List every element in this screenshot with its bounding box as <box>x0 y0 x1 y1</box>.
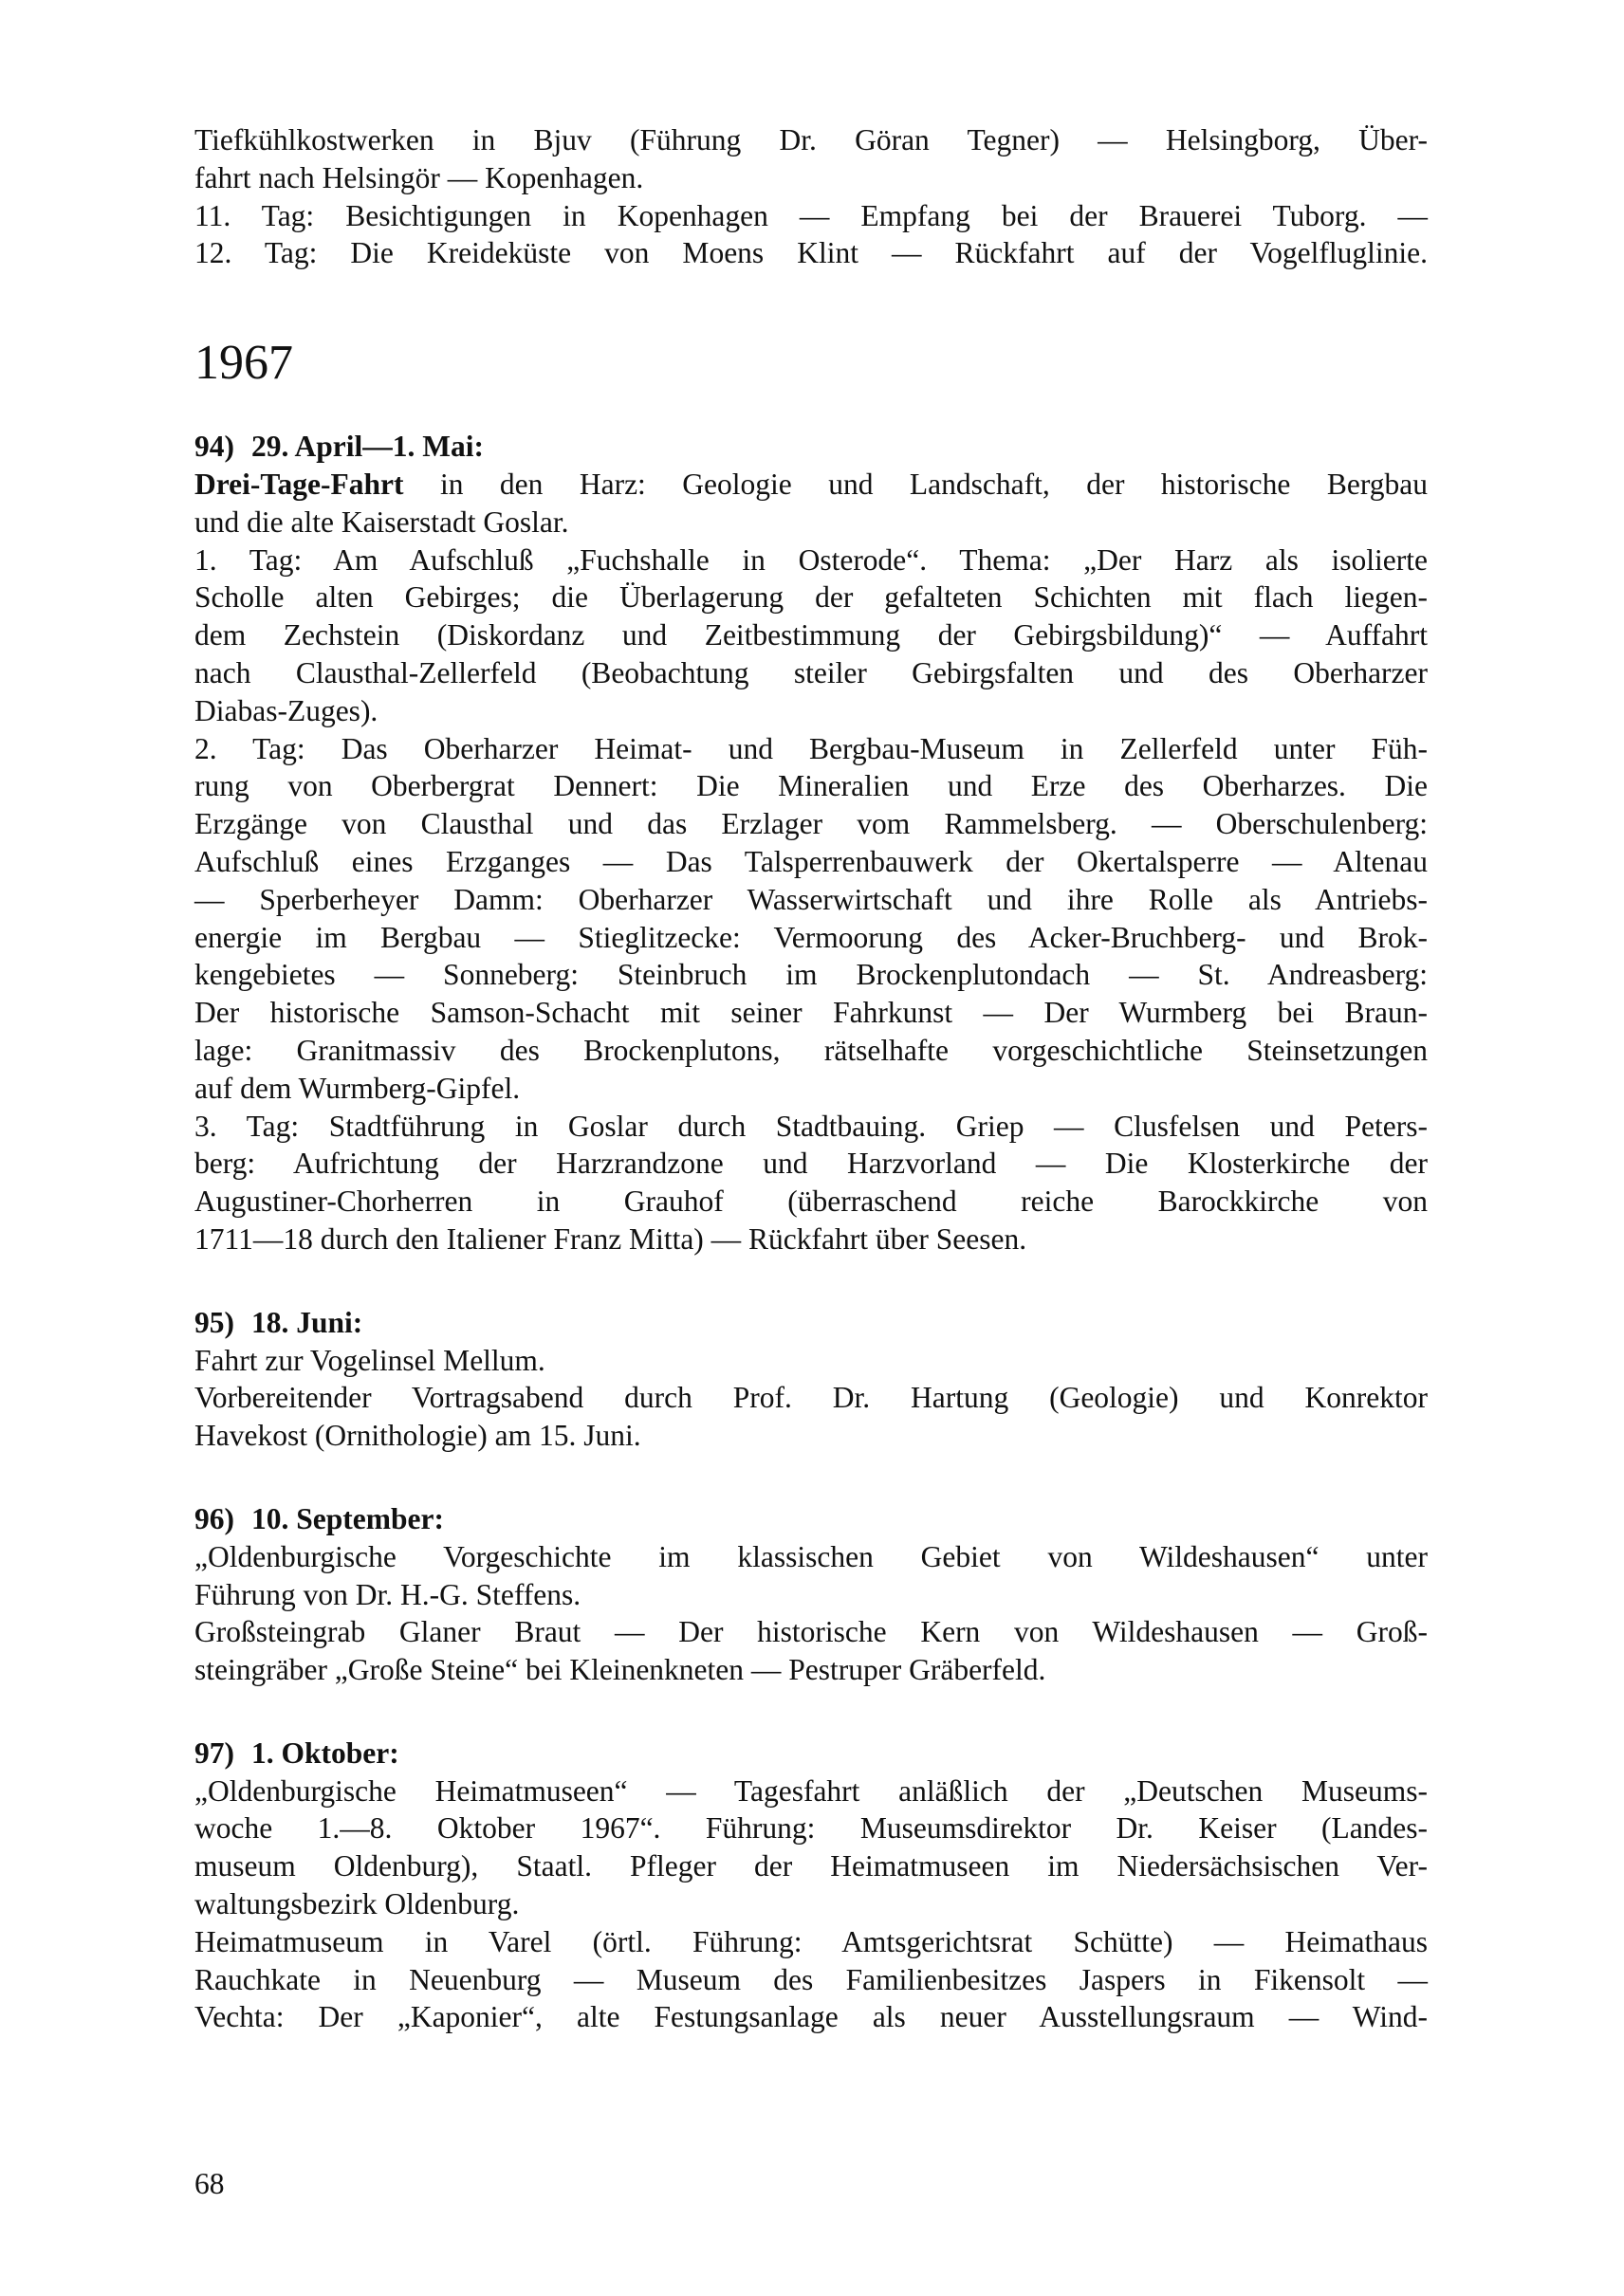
text-line: berg: Aufrichtung der Harzrandzone und Harzvorland — Die Klosterkirche der <box>194 1147 1428 1181</box>
entry-number: 97) <box>194 1736 234 1770</box>
text-line: Scholle alten Gebirges; die Überlagerung der gefalteten Schichten mit flach liegen- <box>194 580 1428 615</box>
entry-date: 18. Juni: <box>251 1305 363 1339</box>
entry-heading <box>194 428 1428 466</box>
text-line: 2. Tag: Das Oberharzer Heimat- und Bergbau-Museum in Zellerfeld unter Füh- <box>194 731 1428 765</box>
entry-number: 94) <box>194 430 234 464</box>
text-line: kengebietes — Sonneberg: Steinbruch im Brockenplutondach — St. Andreasberg: <box>194 958 1428 992</box>
text-line: Heimatmuseum in Varel (örtl. Führung: Amtsgerichtsrat Schütte) — Heimathaus <box>194 1924 1428 1958</box>
entry-number: 95) <box>194 1305 234 1339</box>
text-line: Aufschluß eines Erzganges — Das Talsperrenbauwerk der Okertalsperre — Altenau <box>194 844 1428 878</box>
text-line: woche 1.—8. Oktober 1967“. Führung: Museumsdirektor Dr. Keiser (Landes- <box>194 1811 1428 1846</box>
text-line: steingräber „Große Steine“ bei Kleinenkneten — Pestruper Gräberfeld. <box>194 1653 1046 1687</box>
text-line: nach Clausthal-Zellerfeld (Beobachtung steiler Gebirgsfalten und des Oberharzer <box>194 655 1428 689</box>
bold-lead: Drei-Tage-Fahrt <box>194 467 404 501</box>
entry-heading <box>194 1735 1428 1773</box>
text-line <box>194 466 1428 504</box>
entry-96 <box>194 1500 1428 1689</box>
text-line: Vechta: Der „Kaponier“, alte Festungsanlage als neuer Ausstellungsraum — Wind- <box>194 2000 1428 2034</box>
text-line: Vorbereitender Vortragsabend durch Prof. Dr. Hartung (Geologie) und Konrektor <box>194 1381 1428 1415</box>
text-line: Der historische Samson-Schacht mit seiner Fahrkunst — Der Wurmberg bei Braun- <box>194 996 1428 1030</box>
text-line: fahrt nach Helsingör — Kopenhagen. <box>194 160 644 194</box>
text-line: Erzgänge von Clausthal und das Erzlager vom Rammelsberg. — Oberschulenberg: <box>194 807 1428 841</box>
text-line: und die alte Kaiserstadt Goslar. <box>194 505 569 539</box>
text-line: Augustiner-Chorherren in Grauhof (überraschend reiche Barockkirche von <box>194 1185 1428 1219</box>
text-line: auf dem Wurmberg-Gipfel. <box>194 1071 521 1105</box>
entry-number: 96) <box>194 1501 234 1535</box>
text-line: dem Zechstein (Diskordanz und Zeitbestimmung der Gebirgsbildung)“ — Auffahrt <box>194 618 1428 652</box>
text-line: rung von Oberbergrat Dennert: Die Mineralien und Erze des Oberharzes. Die <box>194 769 1428 803</box>
page-text <box>194 121 1428 2036</box>
entry-date: 1. Oktober: <box>251 1736 399 1770</box>
text-line: energie im Bergbau — Stieglitzecke: Vermoorung des Acker-Bruchberg- und Brok- <box>194 920 1428 954</box>
text-line: waltungsbezirk Oldenburg. <box>194 1887 520 1921</box>
text-line: — Sperberheyer Damm: Oberharzer Wasserwirtschaft und ihre Rolle als Antriebs- <box>194 882 1428 916</box>
text-line: Havekost (Ornithologie) am 15. Juni. <box>194 1419 641 1453</box>
lead-rest: in den Harz: Geologie und Landschaft, der historische Bergbau <box>403 467 1428 501</box>
text-line: „Oldenburgische Heimatmuseen“ — Tagesfahrt anläßlich der „Deutschen Museums- <box>194 1773 1428 1808</box>
year-heading: 1967 <box>194 336 293 391</box>
text-line: 11. Tag: Besichtigungen in Kopenhagen — Empfang bei der Brauerei Tuborg. — <box>194 198 1428 232</box>
entry-97 <box>194 1735 1428 2036</box>
entry-95 <box>194 1304 1428 1455</box>
text-line: Tiefkühlkostwerken in Bjuv (Führung Dr. Göran Tegner) — Helsingborg, Über- <box>194 123 1428 156</box>
text-line: 12. Tag: Die Kreideküste von Moens Klint — Rückfahrt auf der Vogelfluglinie. <box>194 236 1428 270</box>
text-line: Fahrt zur Vogelinsel Mellum. <box>194 1343 545 1377</box>
text-line: „Oldenburgische Vorgeschichte im klassischen Gebiet von Wildeshausen“ unter <box>194 1539 1428 1573</box>
text-line: Diabas-Zuges). <box>194 693 378 727</box>
text-line: 1. Tag: Am Aufschluß „Fuchshalle in Osterode“. Thema: „Der Harz als isolierte <box>194 542 1428 577</box>
text-line: Führung von Dr. H.-G. Steffens. <box>194 1577 581 1611</box>
text-line: Rauchkate in Neuenburg — Museum des Familienbesitzes Jaspers in Fikensolt — <box>194 1962 1428 1996</box>
entry-date: 10. September: <box>251 1501 444 1535</box>
text-line: lage: Granitmassiv des Brockenplutons, rätselhafte vorgeschichtliche Steinsetzungen <box>194 1033 1428 1067</box>
text-line: Großsteingrab Glaner Braut — Der historische Kern von Wildeshausen — Groß- <box>194 1615 1428 1649</box>
entries-list <box>194 428 1428 2036</box>
text-line: 1711—18 durch den Italiener Franz Mitta) — Rückfahrt über Seesen. <box>194 1221 1027 1256</box>
entry-heading <box>194 1500 1428 1538</box>
entry-date: 29. April—1. Mai: <box>251 430 484 464</box>
entry-heading <box>194 1304 1428 1342</box>
text-line: 3. Tag: Stadtführung in Goslar durch Stadtbauing. Griep — Clusfelsen und Peters- <box>194 1109 1428 1143</box>
page-number: 68 <box>194 2167 225 2200</box>
entry-94 <box>194 428 1428 1258</box>
text-line: museum Oldenburg), Staatl. Pfleger der Heimatmuseen im Niedersächsischen Ver- <box>194 1849 1428 1883</box>
intro-block <box>194 121 1428 272</box>
